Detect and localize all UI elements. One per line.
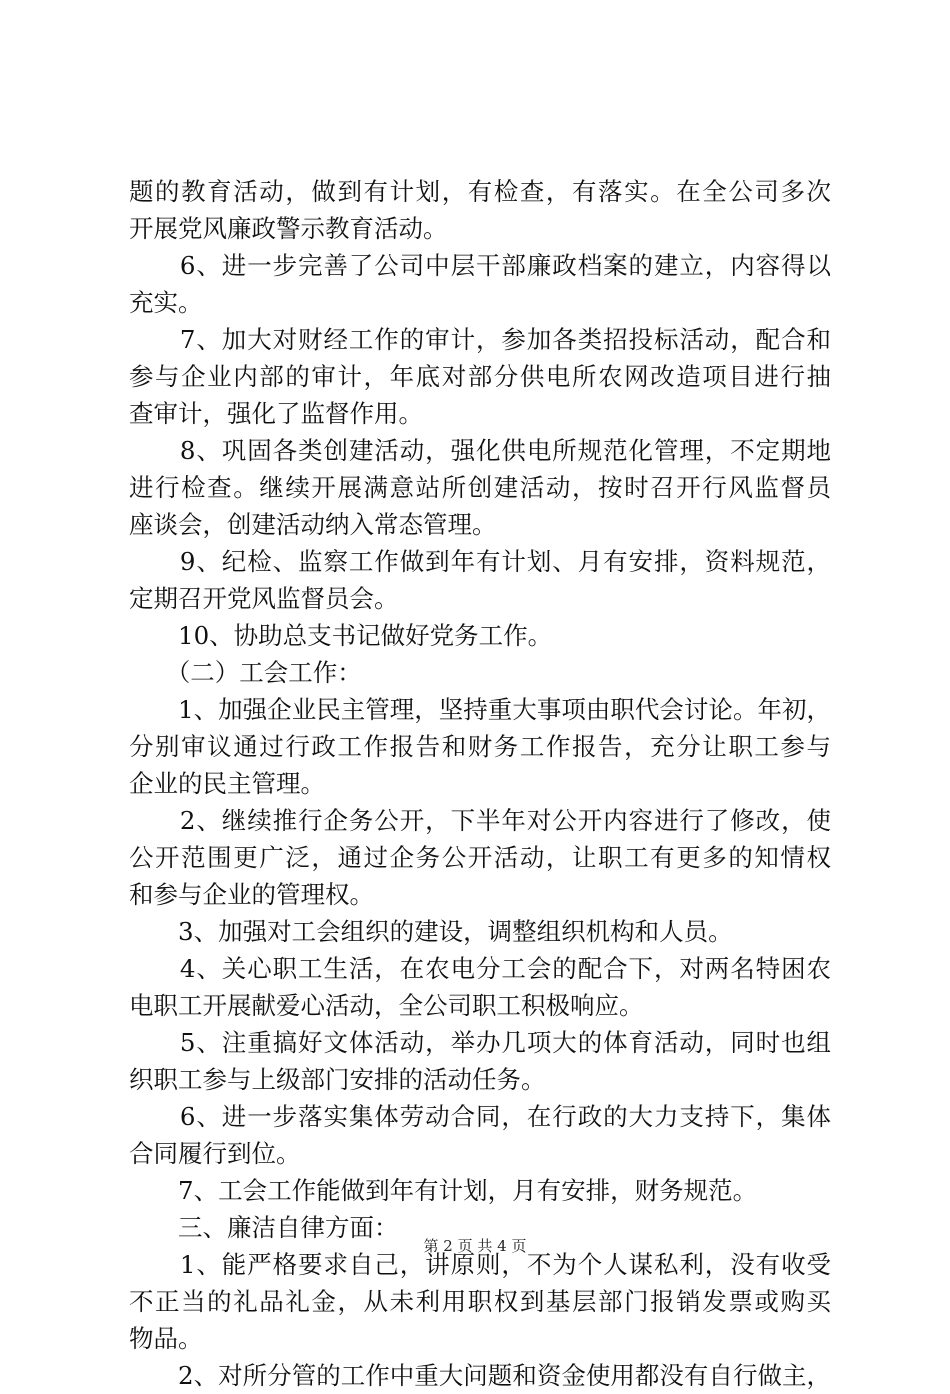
text-line: 开展党风廉政警示教育活动。 (129, 214, 448, 243)
text-line: 3、加强对工会组织的建设，调整组织机构和人员。 (129, 917, 733, 946)
text-line: 分别审议通过行政工作报告和财务工作报告，充分让职工参与 (129, 732, 831, 761)
text-line: 1、能严格要求自己，讲原则，不为个人谋私利，没有收受 (129, 1250, 831, 1279)
text-line: 6、进一步完善了公司中层干部廉政档案的建立，内容得以 (129, 251, 831, 280)
text-line: 5、注重搞好文体活动，举办几项大的体育活动，同时也组 (129, 1028, 831, 1057)
text-line: 1、加强企业民主管理，坚持重大事项由职代会讨论。年初， (129, 695, 831, 724)
text-line: 2、对所分管的工作中重大问题和资金使用都没有自行做主， (129, 1361, 831, 1390)
text-line: 9、纪检、监察工作做到年有计划、月有安排，资料规范， (129, 547, 831, 576)
text-line: （二）工会工作： (129, 658, 362, 687)
text-line: 公开范围更广泛，通过企务公开活动，让职工有更多的知情权 (129, 843, 831, 872)
text-line: 三、廉洁自律方面： (129, 1213, 399, 1242)
text-line: 物品。 (129, 1324, 203, 1353)
text-line: 不正当的礼品礼金，从未利用职权到基层部门报销发票或购买 (129, 1287, 831, 1316)
text-line: 定期召开党风监督员会。 (129, 584, 399, 613)
text-line: 8、巩固各类创建活动，强化供电所规范化管理，不定期地 (129, 436, 831, 465)
text-line: 题的教育活动，做到有计划，有检查，有落实。在全公司多次 (129, 177, 831, 206)
text-line: 电职工开展献爱心活动，全公司职工积极响应。 (129, 991, 644, 1020)
text-line: 参与企业内部的审计，年底对部分供电所农网改造项目进行抽 (129, 362, 831, 391)
text-line: 织职工参与上级部门安排的活动任务。 (129, 1065, 546, 1094)
text-line: 4、关心职工生活，在农电分工会的配合下，对两名特困农 (129, 954, 831, 983)
document-body (129, 173, 831, 1394)
text-line: 10、协助总支书记做好党务工作。 (129, 621, 553, 650)
text-line: 合同履行到位。 (129, 1139, 301, 1168)
text-line: 2、继续推行企务公开，下半年对公开内容进行了修改，使 (129, 806, 831, 835)
text-line: 进行检查。继续开展满意站所创建活动，按时召开行风监督员 (129, 473, 831, 502)
text-line: 充实。 (129, 288, 203, 317)
text-line: 7、加大对财经工作的审计，参加各类招投标活动，配合和 (129, 325, 831, 354)
text-line: 6、进一步落实集体劳动合同，在行政的大力支持下，集体 (129, 1102, 831, 1131)
text-line: 座谈会，创建活动纳入常态管理。 (129, 510, 497, 539)
page-footer: 第 2 页 共 4 页 (423, 1237, 527, 1255)
text-line: 企业的民主管理。 (129, 769, 325, 798)
text-line: 7、工会工作能做到年有计划，月有安排，财务规范。 (129, 1176, 758, 1205)
text-line: 和参与企业的管理权。 (129, 880, 374, 909)
text-line: 查审计，强化了监督作用。 (129, 399, 423, 428)
